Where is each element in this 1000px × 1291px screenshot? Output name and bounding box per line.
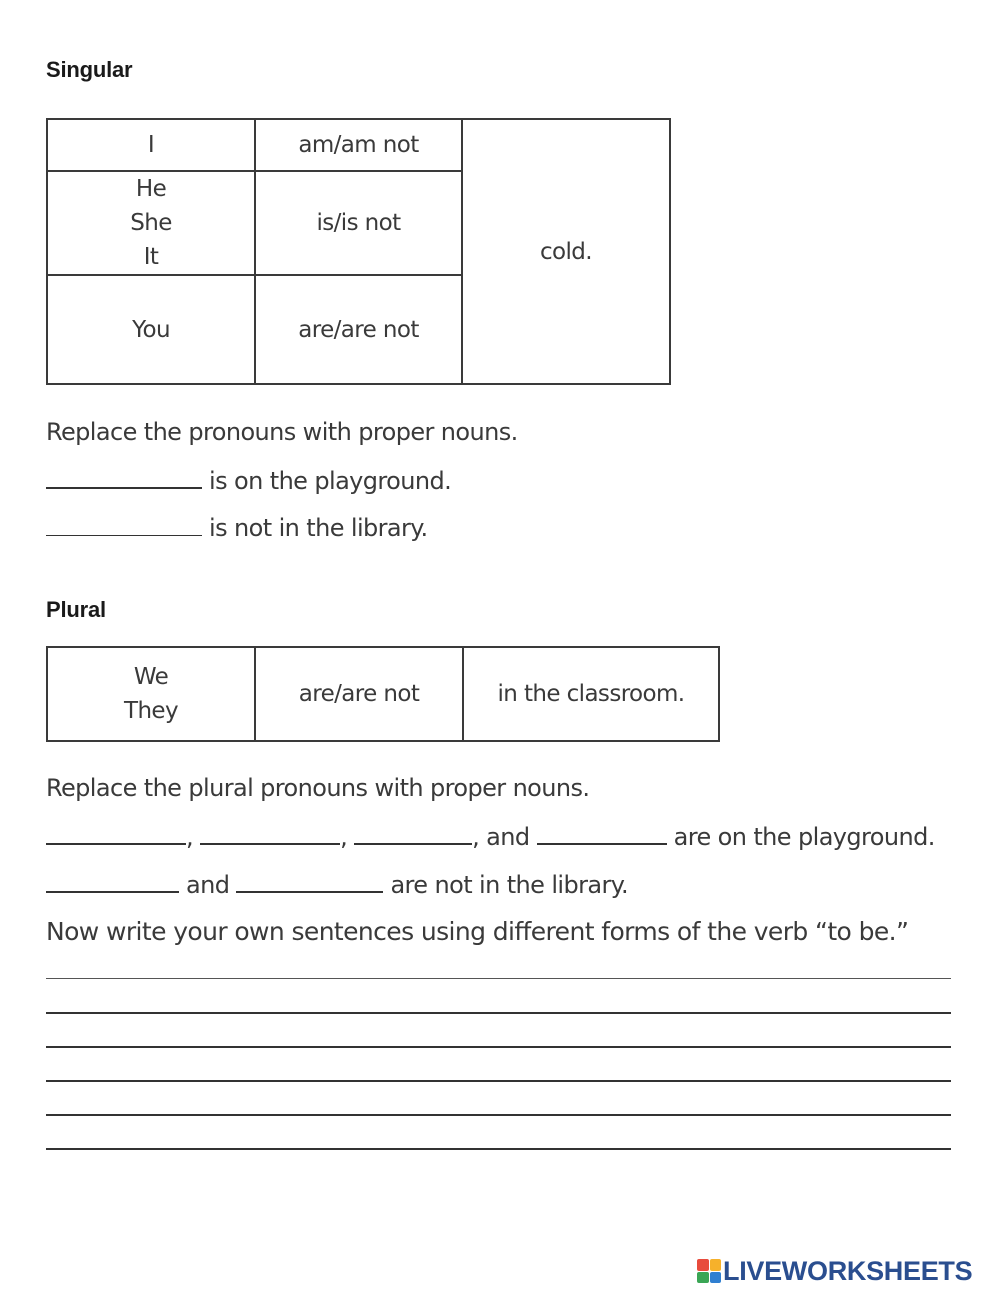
sentence-ending: are not in the library. xyxy=(390,871,628,899)
logo-blocks-icon xyxy=(697,1259,721,1283)
pronoun-cell-we-they xyxy=(47,647,255,741)
table-row xyxy=(47,119,670,171)
singular-sentence-2 xyxy=(46,513,428,542)
singular-table xyxy=(46,118,671,385)
verb-cell-are: are/are not xyxy=(255,647,463,741)
sentence-ending: are on the playground. xyxy=(673,823,935,851)
sentence-ending: is on the playground. xyxy=(209,467,452,495)
liveworksheets-logo xyxy=(697,1256,972,1286)
plural-sentence-2 xyxy=(46,869,628,899)
plural-instruction: Replace the plural pronouns with proper nouns. xyxy=(46,774,590,802)
pronoun-it: It xyxy=(143,244,159,270)
writing-line[interactable] xyxy=(46,1080,951,1082)
comma: , xyxy=(340,823,348,851)
pronoun-she: She xyxy=(130,210,172,236)
answer-blank-1[interactable] xyxy=(46,465,202,489)
logo-text: LIVEWORKSHEETS xyxy=(723,1256,973,1286)
verb-cell-are: are/are not xyxy=(255,275,462,384)
verb-cell-is: is/is not xyxy=(255,171,462,275)
predicate-cell-classroom: in the classroom. xyxy=(463,647,719,741)
logo-block xyxy=(710,1272,722,1284)
writing-line[interactable] xyxy=(46,1114,951,1116)
own-sentences-instruction: Now write your own sentences using different forms of the verb “to be.” xyxy=(46,917,909,946)
answer-blank-5[interactable] xyxy=(354,821,472,845)
writing-line[interactable] xyxy=(46,1148,951,1150)
logo-block xyxy=(710,1259,722,1271)
predicate-cell-cold: cold. xyxy=(462,119,670,384)
answer-blank-2[interactable] xyxy=(46,513,202,536)
sentence-ending: is not in the library. xyxy=(209,514,428,542)
answer-blank-4[interactable] xyxy=(200,821,340,845)
pronoun-they: They xyxy=(124,698,178,724)
singular-heading: Singular xyxy=(46,57,133,82)
and-text: , and xyxy=(472,823,530,851)
plural-heading: Plural xyxy=(46,597,106,622)
answer-blank-3[interactable] xyxy=(46,821,186,845)
plural-sentence-1 xyxy=(46,821,935,851)
table-row xyxy=(47,647,719,741)
pronoun-cell-i: I xyxy=(47,119,255,171)
pronoun-cell-you: You xyxy=(47,275,255,384)
writing-line[interactable] xyxy=(46,1012,951,1014)
answer-blank-6[interactable] xyxy=(537,821,667,845)
answer-blank-8[interactable] xyxy=(236,869,383,893)
and-text: and xyxy=(186,871,230,899)
singular-instruction: Replace the pronouns with proper nouns. xyxy=(46,418,518,446)
pronoun-he: He xyxy=(135,176,167,202)
comma: , xyxy=(186,823,194,851)
logo-block xyxy=(697,1272,709,1284)
writing-line[interactable] xyxy=(46,1046,951,1048)
writing-line[interactable] xyxy=(46,978,951,979)
plural-table xyxy=(46,646,720,742)
logo-block xyxy=(697,1259,709,1271)
singular-sentence-1 xyxy=(46,465,451,495)
answer-blank-7[interactable] xyxy=(46,869,179,893)
pronoun-we: We xyxy=(133,664,169,690)
verb-cell-am: am/am not xyxy=(255,119,462,171)
pronoun-cell-he-she-it xyxy=(47,171,255,275)
